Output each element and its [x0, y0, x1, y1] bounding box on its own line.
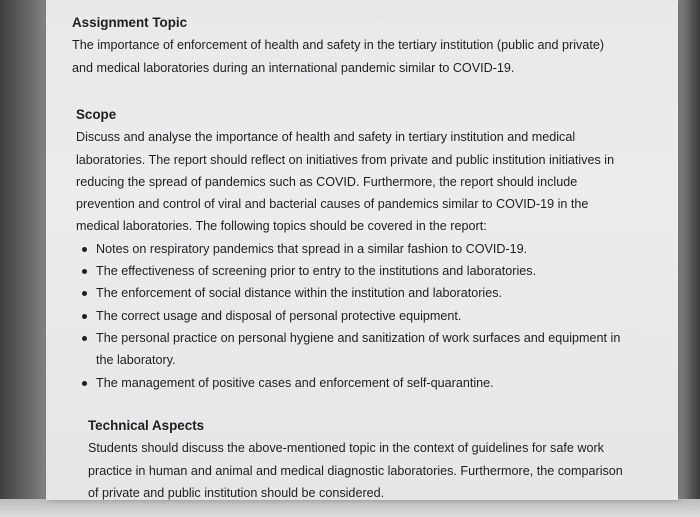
topic-text: Notes on respiratory pandemics that spread in a similar fashion to COVID-19.: [96, 241, 528, 256]
bullet-icon: [82, 247, 87, 252]
topics-list: [76, 238, 620, 394]
list-item: [76, 327, 620, 372]
bullet-icon: [82, 336, 87, 341]
assignment-topic-line: and medical laboratories during an international pandemic similar to COVID-19.: [72, 60, 515, 75]
right-bezel: [676, 0, 700, 517]
bullet-icon: [82, 381, 87, 386]
list-item: [76, 238, 620, 260]
assignment-topic-line: The importance of enforcement of health and safety in the tertiary institution (public and private): [72, 38, 605, 53]
list-item: [76, 372, 620, 394]
topic-text: The enforcement of social distance within the institution and laboratories.: [96, 286, 503, 301]
list-item: [76, 282, 620, 304]
scope-line: reducing the spread of pandemics such as COVID. Furthermore, the report should include: [76, 174, 578, 189]
bullet-icon: [82, 269, 87, 274]
topic-text: The personal practice on personal hygiene and sanitization of work surfaces and equipment in: [96, 330, 621, 345]
list-item: [76, 305, 620, 327]
technical-line: practice in human and animal and medical diagnostic laboratories. Furthermore, the comparison: [88, 463, 623, 478]
scope-line: prevention and control of viral and bacterial causes of pandemics similar to COVID-19 in the: [76, 197, 589, 212]
technical-line: of private and public institution should be considered.: [88, 485, 385, 500]
scope-heading: Scope: [76, 107, 117, 122]
technical-aspects-heading: Technical Aspects: [88, 418, 205, 433]
topic-text: The management of positive cases and enforcement of self-quarantine.: [96, 375, 494, 390]
assignment-topic-heading: Assignment Topic: [72, 15, 188, 30]
topic-text: The effectiveness of screening prior to entry to the institutions and laboratories.: [96, 264, 537, 279]
list-item: [76, 260, 620, 282]
technical-aspects-section: [88, 415, 623, 504]
bullet-icon: [82, 314, 87, 319]
scope-section: [76, 104, 620, 394]
scope-line: medical laboratories. The following topics should be covered in the report:: [76, 219, 487, 234]
document-page: [46, 0, 678, 500]
left-bezel: [0, 0, 48, 517]
topic-text: The correct usage and disposal of personal protective equipment.: [96, 308, 462, 323]
assignment-topic-section: [72, 12, 604, 79]
scope-line: Discuss and analyse the importance of health and safety in tertiary institution and medical: [76, 130, 576, 145]
technical-line: Students should discuss the above-mentioned topic in the context of guidelines for safe work: [88, 441, 604, 456]
scope-line: laboratories. The report should reflect on initiatives from private and public institution initiatives in: [76, 152, 615, 167]
topic-text-continuation: the laboratory.: [96, 353, 176, 368]
bullet-icon: [82, 291, 87, 296]
